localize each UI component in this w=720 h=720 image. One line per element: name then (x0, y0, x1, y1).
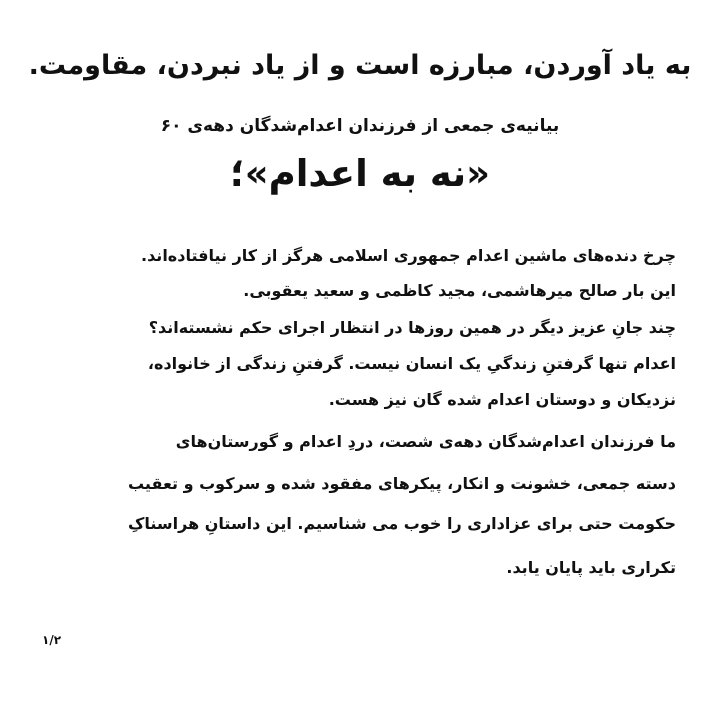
body-line: اعدام تنها گرفتنِ زندگیِ یک انسان نیست. گرفتنِ زندگی از خانواده، (147, 354, 676, 373)
statement-body (40, 240, 676, 590)
body-line: ما فرزندان اعدام‌شدگان دهه‌ی شصت، دردِ اعدام و گورستان‌های (175, 432, 676, 451)
body-line: این بار صالح میرهاشمی، مجید کاظمی و سعید یعقوبی. (243, 281, 676, 300)
body-line: حکومت حتی برای عزاداری را خوب می شناسیم. این داستانِ هراسناکِ (127, 514, 676, 533)
body-line: تکراری باید پایان یابد. (506, 558, 676, 577)
headline: به یاد آوردن، مبارزه است و از یاد نبردن، مقاومت. (28, 50, 692, 81)
body-line: چرخ دنده‌های ماشین اعدام جمهوری اسلامی هرگز از کار نیافتاده‌اند. (140, 246, 676, 265)
body-line: چند جانِ عزیز دیگر در همین روزها در انتظار اجرای حکم نشسته‌اند؟ (148, 318, 676, 337)
body-line: نزدیکان و دوستان اعدام شده گان نیز هست. (328, 390, 676, 409)
body-line: دسته جمعی، خشونت و انکار، پیکرهای مفقود شده و سرکوب و تعقیب (127, 474, 676, 493)
subheadline: بیانیه‌ی جمعی از فرزندان اعدام‌شدگان دهه‌ی ۶۰ (160, 116, 560, 136)
campaign-title: «نه به اعدام»؛ (229, 152, 491, 195)
page-number: ۱/۲ (42, 633, 62, 647)
